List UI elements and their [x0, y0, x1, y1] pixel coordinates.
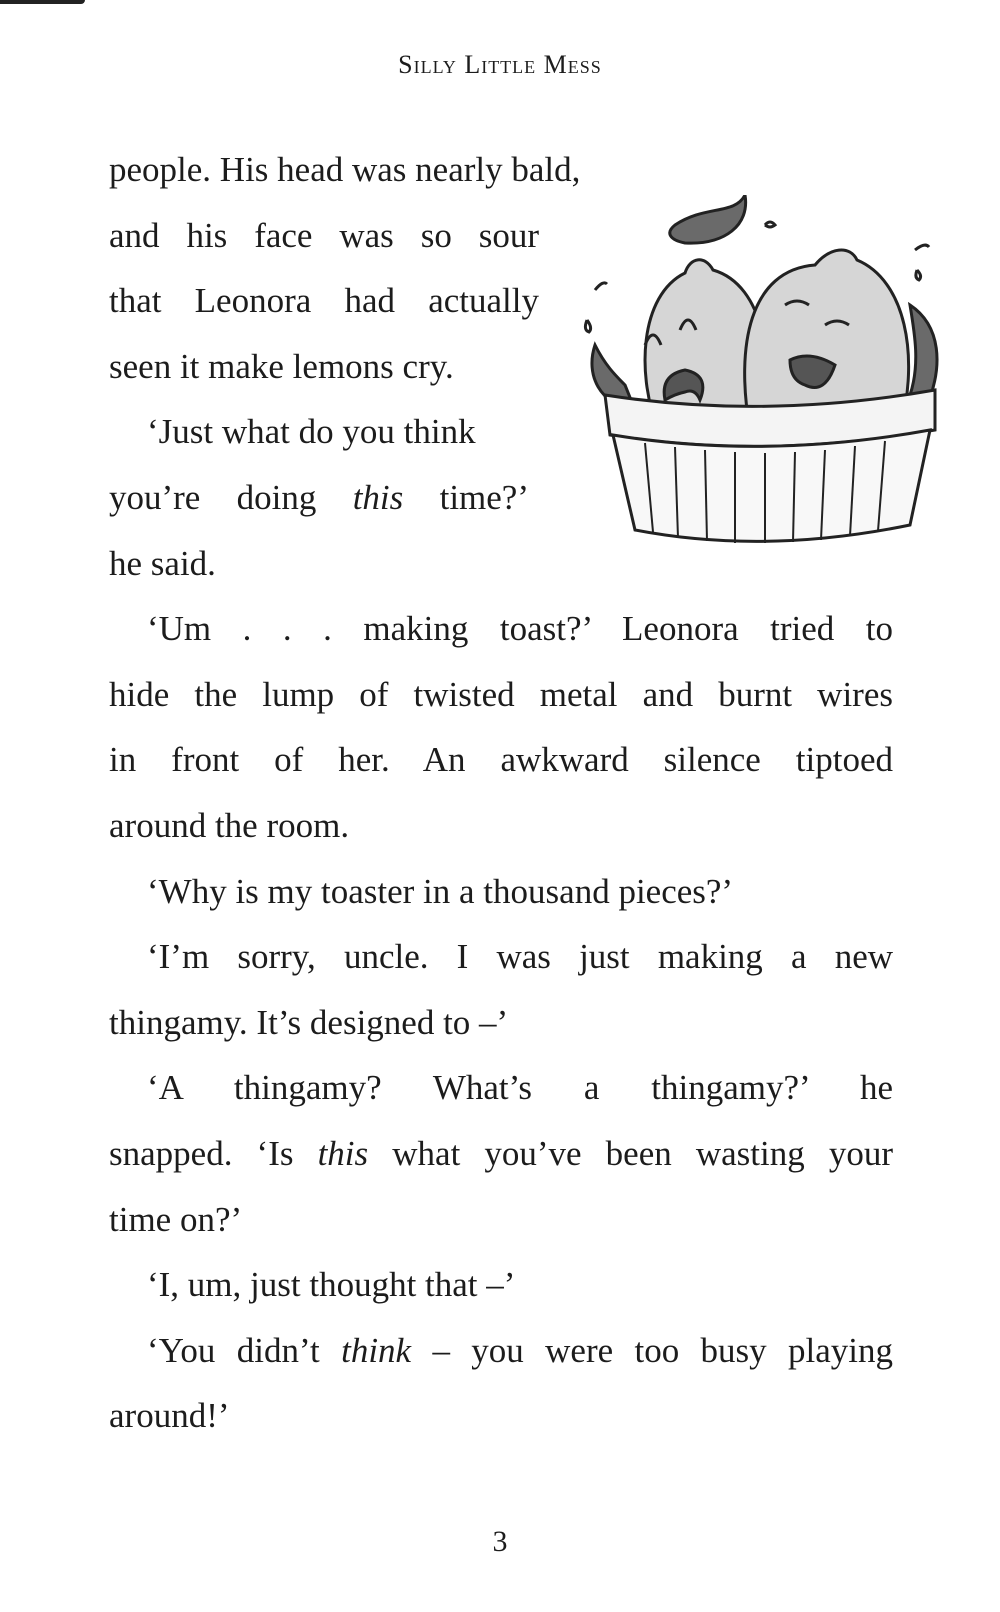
text-line [147, 872, 893, 912]
page-number: 3 [492, 1525, 508, 1558]
text-line [109, 1134, 893, 1174]
italic-emphasis: think [341, 1330, 412, 1370]
text-segment: time on?’ [109, 1199, 243, 1239]
text-segment: ‘I’m sorry, uncle. I was just making a new [147, 937, 893, 977]
text-line [109, 216, 539, 256]
text-segment: thingamy. It’s designed to –’ [109, 1002, 509, 1042]
text-line [109, 806, 893, 846]
text-segment: you’re doing [109, 478, 353, 517]
text-line [147, 1331, 893, 1371]
text-line [147, 937, 893, 977]
text-segment: what you’ve been wasting your [368, 1134, 893, 1173]
text-segment: and his face was so sour [109, 215, 539, 255]
text-segment: seen it make lemons cry. [109, 346, 454, 386]
text-segment: ‘You didn’t [147, 1330, 342, 1370]
text-segment: that Leonora had actually [109, 281, 539, 321]
text-segment: around the room. [109, 806, 350, 845]
text-segment: ‘Why is my toaster in a thousand pieces?’ [147, 871, 734, 911]
italic-emphasis: this [317, 1134, 369, 1173]
text-line [109, 478, 529, 518]
italic-emphasis: this [352, 478, 404, 517]
crying-lemons-illustration [565, 195, 980, 570]
text-line [147, 1068, 893, 1108]
text-segment: ‘A thingamy? What’s a thingamy?’ he [147, 1068, 893, 1108]
text-segment: in front of her. An awkward silence tiptoed [109, 740, 893, 780]
text-segment: snapped. ‘Is [109, 1134, 318, 1173]
text-segment: hide the lump of twisted metal and burnt wires [109, 674, 893, 714]
scan-edge-mark [0, 0, 85, 4]
text-line [109, 1200, 893, 1240]
text-segment: ‘Just what do you think [147, 412, 476, 452]
text-segment: people. His head was nearly bald, [109, 150, 581, 189]
text-line [147, 609, 893, 649]
text-segment: around!’ [109, 1396, 230, 1436]
text-segment: – you were too busy playing [411, 1330, 894, 1370]
running-header: Silly Little Mess [398, 50, 602, 79]
text-line [147, 412, 539, 452]
text-segment: time?’ [403, 478, 529, 517]
text-line [109, 281, 539, 321]
text-segment: ‘Um . . . making toast?’ Leonora tried to [147, 609, 893, 649]
text-line [147, 1265, 893, 1305]
text-line [109, 347, 539, 387]
text-segment: he said. [109, 543, 216, 583]
text-line [109, 1396, 893, 1436]
text-line [109, 150, 654, 190]
text-line [109, 1003, 893, 1043]
text-line [109, 675, 893, 715]
text-line [109, 544, 539, 584]
text-segment: ‘I, um, just thought that –’ [147, 1265, 516, 1305]
text-line [109, 740, 893, 780]
